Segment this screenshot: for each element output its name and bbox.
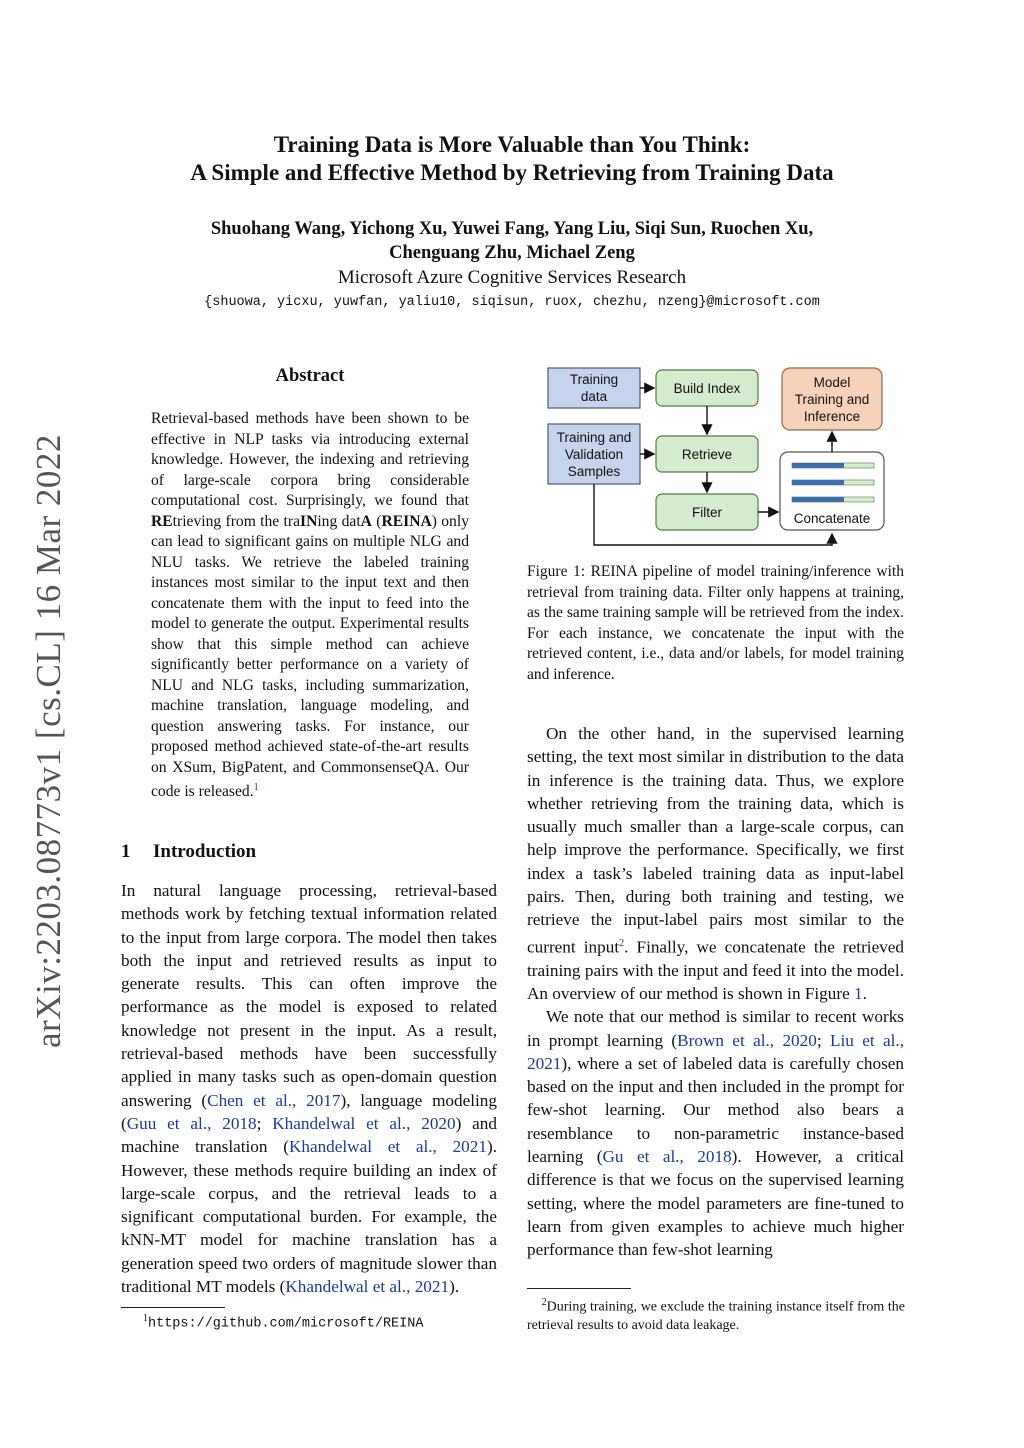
arxiv-identifier[interactable]: arXiv:2203.08773v1 [cs.CL] 16 Mar 2022: [29, 434, 68, 1048]
section-title: Introduction: [153, 841, 257, 862]
footnote-2-text: During training, we exclude the training instance itself from the retrieval results to avoid data leakage.: [527, 1299, 906, 1333]
abstract-bold-reina: REINA: [381, 512, 432, 530]
footnote-ref-2[interactable]: 2: [619, 937, 625, 949]
samples-label-1: Training and: [556, 430, 632, 445]
abstract-bold-a: A: [360, 512, 372, 530]
citation-liu-2021[interactable]: Liu et al., 2021: [527, 1030, 904, 1073]
right-p2-text-b: ), where a set of labeled data is carefully chosen based on the input and then included in the prompt for few-shot learning. Our method also bears a resemblance to non-parametric instance-based learning (: [527, 1053, 904, 1167]
paper-title: [0, 131, 1024, 187]
intro-text-4: ) and machine translation (: [121, 1113, 497, 1157]
abstract-text-re: trieving from the tra: [172, 512, 300, 530]
section-number: 1: [121, 841, 131, 862]
build-index-label: Build Index: [673, 381, 741, 396]
right-p1-text: On the other hand, in the supervised learning setting, the text most similar in distribution to the data in inference is the training data. Thus, we explore whether retrieving from the training data, which is usually much smaller than a large-scale corpus, can help improve the performance. Specifically, we first index a task’s labeled training data as input-label pairs. Then, during both training and testing, we retrieve the input-label pairs most similar to the current input: [527, 724, 904, 957]
affiliation: Microsoft Azure Cognitive Services Research: [337, 267, 687, 288]
right-paragraph-2: [527, 1005, 904, 1261]
title-line-2: A Simple and Effective Method by Retrieving from Training Data: [190, 160, 834, 185]
footnote-ref-1[interactable]: 1: [253, 782, 259, 793]
abstract-paren: (: [371, 512, 382, 530]
figure-1-ref[interactable]: 1: [854, 984, 863, 1003]
footnote-1-mark: 1: [143, 1313, 148, 1324]
model-label-3: Inference: [803, 409, 861, 424]
abstract-heading: Abstract: [275, 366, 345, 386]
samples-label-3: Samples: [567, 464, 621, 479]
right-p1-text-b: . Finally, we concatenate the retrieved training pairs with the input and feed it into the model. An overview of our method is shown in Figure: [527, 937, 905, 1003]
footnote-2: [527, 1294, 905, 1335]
training-data-label-1: Training: [569, 372, 619, 387]
intro-text-1: In natural language processing, retrieval-based methods work by fetching textual information related to the input from large corpora. The model then takes both the input and retrieved results as input to generate results. This can often improve the performance as the model is exposed to related knowledge not present in the input. As a result, retrieval-based methods have been successfully applied in many tasks such as open-domain question answering (: [121, 881, 497, 1110]
samples-label-2: Validation: [564, 447, 624, 462]
citation-guu-2018[interactable]: Guu et al., 2018: [126, 1113, 257, 1133]
model-label-2: Training and: [794, 392, 870, 407]
reina-pipeline-diagram: [540, 360, 900, 560]
right-p2-sep: ;: [816, 1030, 830, 1050]
title-line-1: Training Data is More Valuable than You Think:: [273, 132, 751, 157]
intro-text-5: ). However, these methods require building an index of large-scale corpus, and the retrieval leads to a significant computational burden. For example, the kNN-MT model for machine translation has a generation speed two orders of magnitude slower than traditional MT models (: [121, 1137, 497, 1297]
author-list: [0, 217, 1024, 265]
concat-bar-2: [792, 480, 844, 485]
intro-paragraph: [121, 879, 497, 1298]
footnote-divider-left: [121, 1307, 225, 1308]
abstract-bold-re: RE: [151, 512, 173, 530]
citation-brown-2020[interactable]: Brown et al., 2020: [677, 1030, 817, 1050]
filter-label: Filter: [692, 505, 722, 520]
figure-caption: Figure 1: REINA pipeline of model training/inference with retrieval from training data. Filter only happens at training, as the same training sample will be retrieved from the index. For each instance, we concatenate the input with the retrieved content, i.e., data and/or labels, for model training and inference.: [527, 563, 904, 683]
abstract-text-1: Retrieval-based methods have been shown to be effective in NLP tasks via introducing external knowledge. However, the indexing and retrieving of large-scale corpora bring considerable computational cost. Surprisingly, we found that: [151, 410, 469, 509]
footnote-divider-right: [527, 1288, 631, 1289]
right-p1-end: .: [862, 984, 867, 1003]
intro-text-2: ), language modeling (: [121, 1090, 497, 1133]
model-label-1: Model: [813, 375, 851, 390]
abstract-text-2: ) only can lead to significant gains on multiple NLG and NLU tasks. We retrieve the labeled training instances most similar to the input text and then concatenate them with the input to feed into the model to generate the output. Experimental results show that this simple method can achieve significantly better performance on a variety of NLU and NLG tasks, including summarization, machine translation, language modeling, and question answering tasks. For instance, our proposed method achieved state-of-the-art results on XSum, BigPatent, and CommonsenseQA. Our code is released.: [151, 512, 469, 801]
footnote-1: [143, 1313, 423, 1332]
right-p2-text-c: ). However, a critical difference is that we focus on the supervised learning setting, where the model parameters are fine-tuned to learn from given examples to achieve much higher performance than few-shot learning: [527, 1147, 904, 1260]
authors-line-2: Chenguang Zhu, Michael Zeng: [389, 243, 635, 263]
abstract-body: [151, 409, 469, 803]
right-paragraph-1: [527, 722, 904, 1005]
retrieve-label: Retrieve: [681, 447, 733, 462]
right-column-body: [527, 722, 904, 1262]
citation-khandelwal-2020[interactable]: Khandelwal et al., 2020: [272, 1113, 456, 1133]
authors-line-1: Shuohang Wang, Yichong Xu, Yuwei Fang, Yang Liu, Siqi Sun, Ruochen Xu,: [210, 219, 814, 239]
footnote-2-mark: 2: [541, 1297, 547, 1308]
author-emails: {shuowa, yicxu, yuwfan, yaliu10, siqisun, ruox, chezhu, nzeng}@microsoft.com: [204, 295, 820, 310]
concat-bar-1: [792, 463, 844, 468]
training-data-label-2: data: [580, 389, 608, 404]
abstract-text-in: ing dat: [317, 512, 361, 530]
abstract-bold-in: IN: [300, 512, 318, 530]
citation-gu-2018[interactable]: Gu et al., 2018: [602, 1147, 732, 1167]
intro-text-6: ).: [449, 1277, 460, 1297]
concat-bar-3: [792, 497, 844, 502]
footnote-1-link[interactable]: https://github.com/microsoft/REINA: [148, 1316, 424, 1332]
right-p2-text-a: We note that our method is similar to recent works in prompt learning (: [527, 1007, 904, 1050]
intro-text-3: ;: [256, 1113, 273, 1133]
concatenate-label: Concatenate: [793, 511, 871, 526]
citation-chen-2017[interactable]: Chen et al., 2017: [207, 1090, 341, 1110]
section-heading-introduction: [121, 841, 256, 863]
citation-khandelwal-2021-a[interactable]: Khandelwal et al., 2021: [288, 1137, 487, 1157]
citation-khandelwal-2021-b[interactable]: Khandelwal et al., 2021: [285, 1277, 450, 1297]
